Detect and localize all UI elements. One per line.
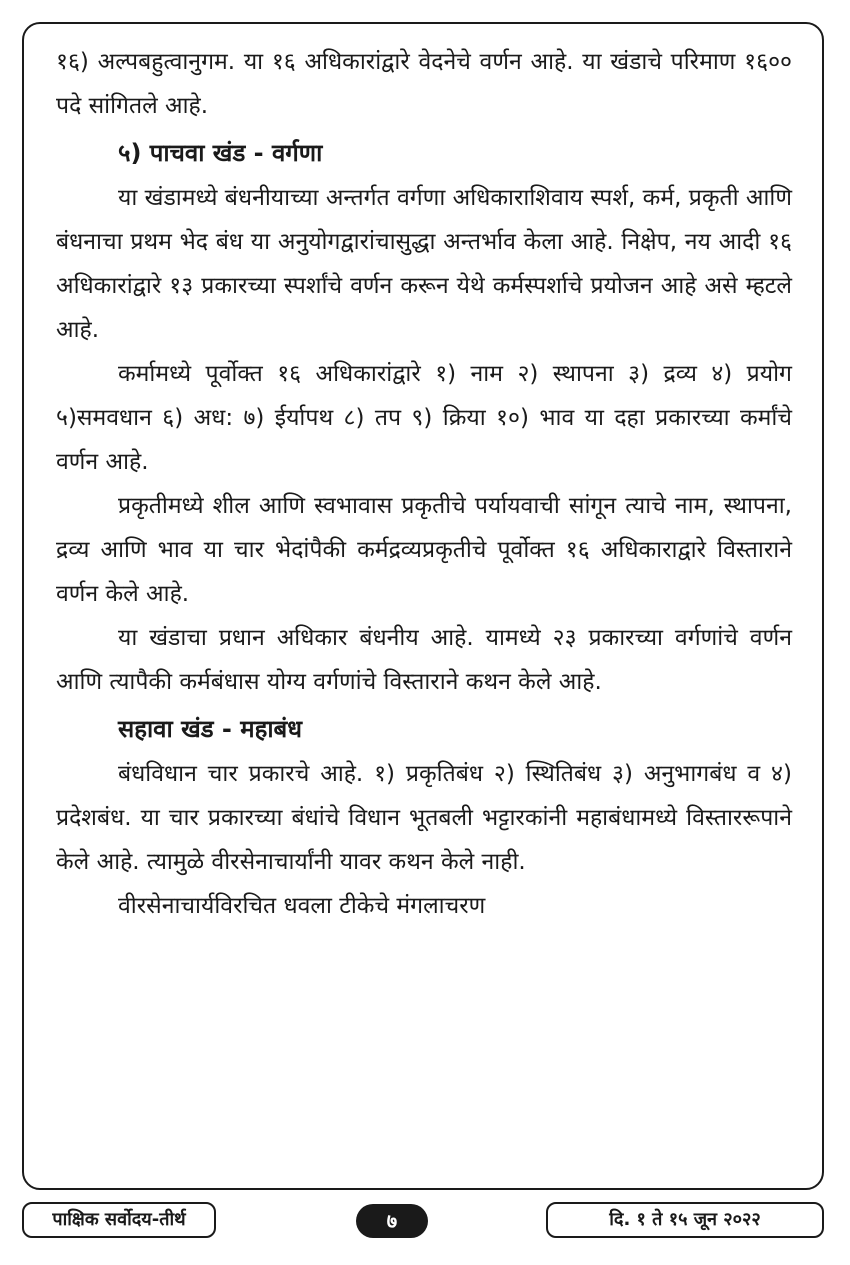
paragraph-vargana: या खंडामध्ये बंधनीयाच्या अन्तर्गत वर्गणा अधिकाराशिवाय स्पर्श, कर्म, प्रकृती आणि बंधनाचा प्रथम भेद बंध या अनुयोगद्वारांचासुद्धा अन्तर्भाव केला आहे. निक्षेप, नय आदी १६ अधिकारांद्वारे १३ प्रकारच्या स्पर्शांचे वर्णन करून येथे कर्मस्पर्शाचे प्रयोजन आहे असे म्हटले आहे. — [56, 185, 792, 343]
page-number-badge: ७ — [356, 1204, 428, 1238]
paragraph-bandhaniya: या खंडाचा प्रधान अधिकार बंधनीय आहे. यामध्ये २३ प्रकारच्या वर्गणांचे वर्णन आणि त्यापैकी कर्मबंधास योग्य वर्गणांचे विस्ताराने कथन केले आहे. — [56, 625, 792, 695]
section-heading-sixth-khand: सहावा खंड - महाबंध — [118, 715, 303, 743]
article-body — [56, 40, 792, 928]
paragraph-mangalacharan: वीरसेनाचार्यविरचित धवला टीकेचे मंगलाचरण — [118, 893, 486, 919]
paragraph-intro: १६) अल्पबहुत्वानुगम. या १६ अधिकारांद्वारे वेदनेचे वर्णन आहे. या खंडाचे परिमाण १६०० पदे सांगितले आहे. — [56, 49, 792, 119]
paragraph-karma: कर्मामध्ये पूर्वोक्त १६ अधिकारांद्वारे १) नाम २) स्थापना ३) द्रव्य ४) प्रयोग ५)समवधान ६) अध: ७) ईर्यापथ ८) तप ९) क्रिया १०) भाव या दहा प्रकारच्या कर्मांचे वर्णन आहे. — [56, 361, 792, 475]
publication-name: पाक्षिक सर्वोदय-तीर्थ — [22, 1202, 216, 1238]
issue-date: दि. १ ते १५ जून २०२२ — [546, 1202, 824, 1238]
section-heading-fifth-khand: ५) पाचवा खंड - वर्गणा — [118, 139, 323, 167]
paragraph-prakriti: प्रकृतीमध्ये शील आणि स्वभावास प्रकृतीचे पर्यायवाची सांगून त्याचे नाम, स्थापना, द्रव्य आणि भाव या चार भेदांपैकी कर्मद्रव्यप्रकृतीचे पूर्वोक्त १६ अधिकाराद्वारे विस्ताराने वर्णन केले आहे. — [56, 493, 792, 607]
paragraph-bandhavidhan: बंधविधान चार प्रकारचे आहे. १) प्रकृतिबंध २) स्थितिबंध ३) अनुभागबंध व ४) प्रदेशबंध. या चार प्रकारच्या बंधांचे विधान भूतबली भट्टारकांनी महाबंधामध्ये विस्ताररूपाने केले आहे. त्यामुळे वीरसेनाचार्यांनी यावर कथन केले नाही. — [56, 761, 792, 875]
